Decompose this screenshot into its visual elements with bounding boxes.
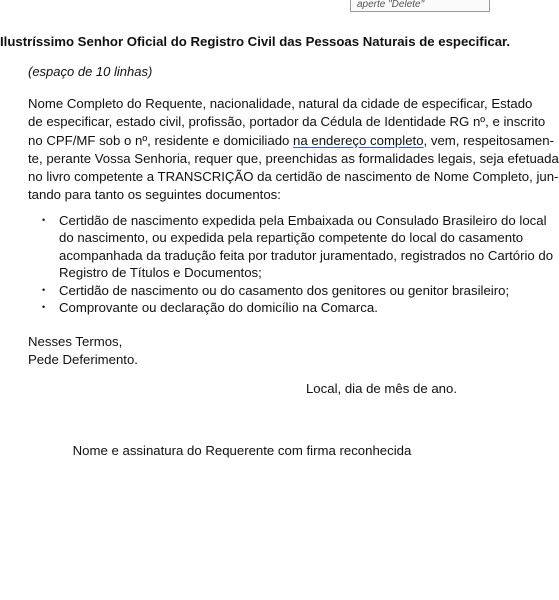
list-item-line: do nascimento, ou expedida pela repartição competente do local do casamento — [59, 230, 524, 246]
document-title: Ilustríssimo Senhor Oficial do Registro Civil das Pessoas Naturais de especificar. — [0, 34, 511, 49]
delete-hint-text: aperte "Delete" — [357, 0, 425, 10]
request-paragraph — [28, 95, 559, 205]
list-item-line: Certidão de nascimento expedida pela Embaixada ou Consulado Brasileiro do local — [59, 213, 547, 228]
paragraph-line: tando para tanto os seguintes documentos: — [28, 187, 281, 203]
list-item-line: Certidão de nascimento ou do casamento dos genitores ou genitor brasileiro; — [59, 282, 510, 298]
list-item-line: Comprovante ou declaração do domicílio na Comarca. — [59, 300, 378, 316]
list-item-line: Registro de Títulos e Documentos; — [59, 265, 262, 281]
closing-block — [28, 333, 138, 369]
delete-hint-box — [350, 0, 490, 12]
list-item — [0, 212, 554, 282]
closing-line: Pede Deferimento. — [28, 352, 138, 367]
documents-list — [0, 212, 554, 316]
paragraph-line: te, perante Vossa Senhoria, requer que, preenchidas as formalidades legais, seja efetuada — [28, 150, 559, 166]
list-item — [0, 282, 510, 299]
paragraph-text: no CPF/MF sob o nº, residente e domiciliado — [28, 132, 294, 148]
signature-line: Nome e assinatura do Requerente com firma reconhecida — [72, 443, 412, 458]
paragraph-line: Nome Completo do Requente, nacionalidade, natural da cidade de especificar, Estado — [28, 96, 533, 111]
address-placeholder: na endereço completo — [293, 132, 424, 148]
paragraph-text: , vem, respeitosamen- — [423, 132, 554, 148]
bullet-icon: • — [42, 302, 46, 313]
list-item — [0, 299, 500, 316]
bullet-icon: • — [42, 215, 46, 225]
bullet-icon: • — [42, 284, 46, 295]
paragraph-line — [28, 132, 554, 150]
place-date-line: Local, dia de mês de ano. — [305, 381, 457, 396]
spacing-note: (espaço de 10 linhas) — [28, 64, 153, 79]
closing-line: Nesses Termos, — [28, 334, 123, 349]
paragraph-line: no livro competente a TRANSCRIÇÃO da certidão de nascimento de Nome Completo, jun- — [28, 169, 559, 185]
list-item-line: acompanhada da tradução feita por tradutor juramentado, registrados no Cartório do — [59, 247, 554, 263]
paragraph-line: de especificar, estado civil, profissão, portador da Cédula de Identidade RG nº, e inscrito — [28, 114, 546, 130]
